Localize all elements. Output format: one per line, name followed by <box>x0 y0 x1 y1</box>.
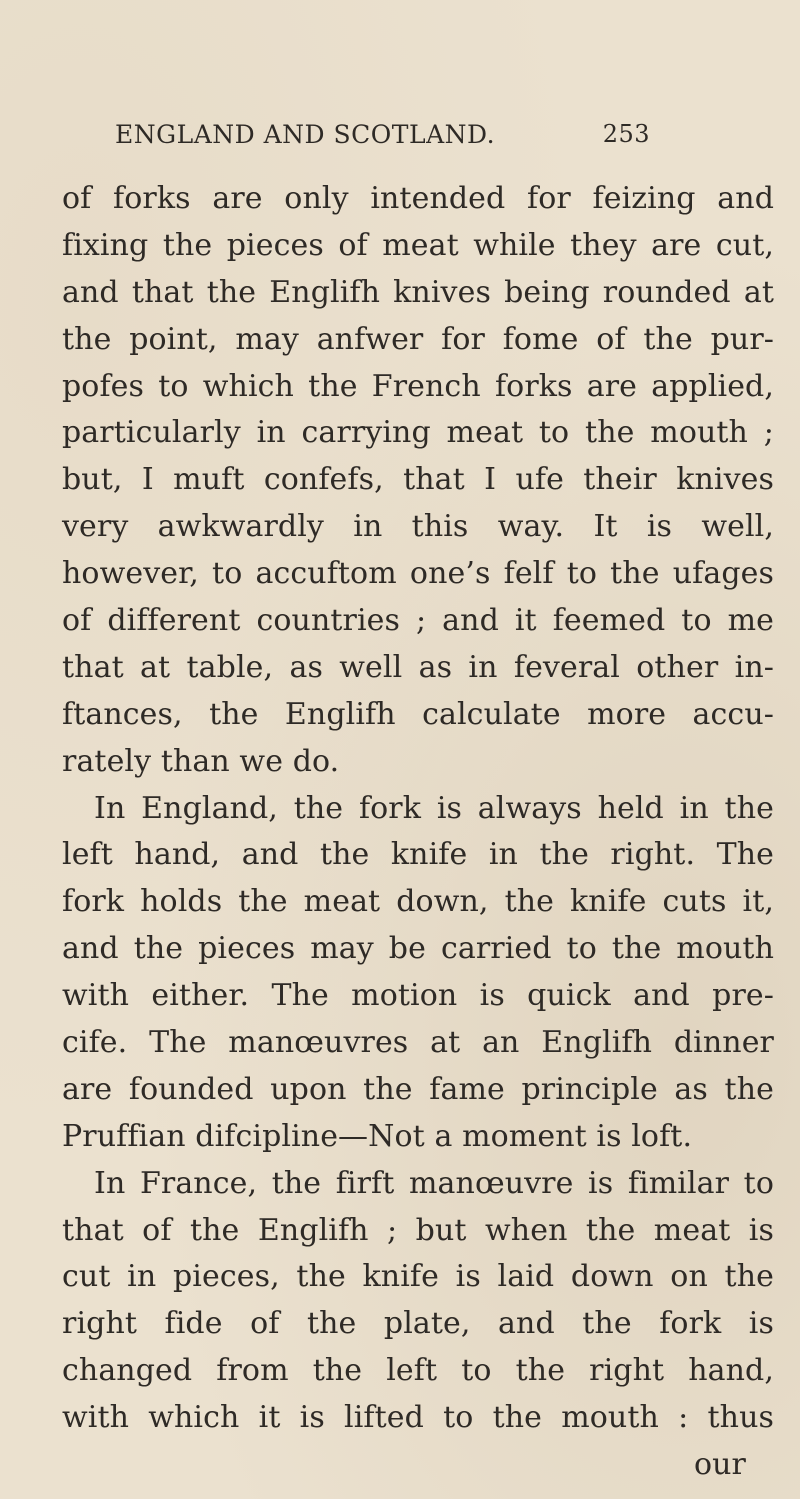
text-line: pofes to which the French forks are applied, <box>62 368 774 404</box>
text-line: ftances, the Englifh calculate more accu- <box>62 696 774 732</box>
text-line: with which it is lifted to the mouth : thus <box>62 1400 774 1436</box>
text-line: that of the Englifh ; but when the meat is <box>62 1212 774 1248</box>
catchword: our <box>693 1447 746 1483</box>
text-line: particularly in carrying meat to the mouth ; <box>62 415 774 451</box>
text-line: that at table, as well as in feveral other in- <box>62 649 774 685</box>
text-line: In France, the firft manœuvre is fimilar to <box>94 1165 774 1201</box>
text-line: cife. The manœuvres at an Englifh dinner <box>62 1025 774 1061</box>
text-line: the point, may anfwer for fome of the pur- <box>62 321 774 357</box>
page-header <box>115 120 650 160</box>
text-line: right fide of the plate, and the fork is <box>62 1306 774 1342</box>
text-line: Pruffian difcipline—Not a moment is loft. <box>62 1118 693 1154</box>
text-line: fork holds the meat down, the knife cuts it, <box>62 884 774 920</box>
text-line: with either. The motion is quick and pre- <box>62 978 774 1014</box>
text-line: cut in pieces, the knife is laid down on the <box>62 1259 774 1295</box>
text-line: are founded upon the fame principle as the <box>62 1071 774 1107</box>
text-line: In England, the fork is always held in the <box>94 790 774 826</box>
text-line: left hand, and the knife in the right. The <box>62 837 774 873</box>
text-line: very awkwardly in this way. It is well, <box>62 509 774 545</box>
text-line: fixing the pieces of meat while they are cut, <box>62 227 774 263</box>
text-line: of forks are only intended for feizing and <box>62 181 774 216</box>
text-line: but, I muft confefs, that I ufe their knives <box>62 462 774 498</box>
text-line: of different countries ; and it feemed to me <box>62 603 774 639</box>
page-number: 253 <box>602 120 650 148</box>
text-line: rately than we do. <box>62 743 340 779</box>
text-line: changed from the left to the right hand, <box>62 1353 774 1389</box>
text-line: and that the Englifh knives being rounded at <box>62 274 774 310</box>
body-text <box>62 176 774 1489</box>
text-line: however, to accuftom one’s felf to the ufages <box>62 556 774 592</box>
running-head: ENGLAND AND SCOTLAND. <box>115 120 496 149</box>
text-line: and the pieces may be carried to the mouth <box>62 931 774 967</box>
